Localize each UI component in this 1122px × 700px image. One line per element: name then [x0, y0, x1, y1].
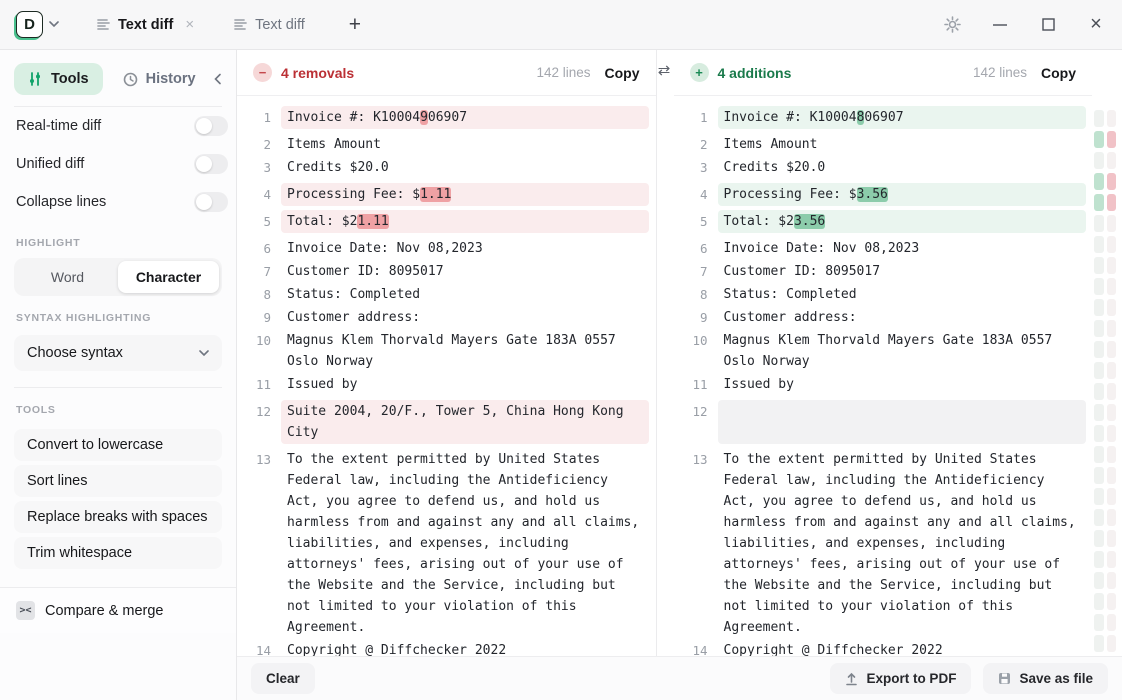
- highlight-section-label: HIGHLIGHT: [16, 237, 81, 249]
- line-number: 14: [255, 643, 271, 656]
- empty-placeholder-line: [718, 400, 1086, 444]
- diff-line: [245, 106, 656, 129]
- minimap-left-pill: [1094, 299, 1104, 316]
- clear-button[interactable]: Clear: [251, 663, 315, 694]
- minimap-segment: [1094, 530, 1116, 547]
- line-number: 2: [699, 137, 708, 152]
- diff-line: [682, 156, 1093, 179]
- titlebar: [0, 0, 1122, 50]
- minimap-right-pill: [1107, 572, 1117, 589]
- line-number: 9: [699, 310, 708, 325]
- right-pane-header: [674, 50, 1093, 96]
- line-number: 11: [692, 377, 708, 392]
- toggle-switch-collapse-lines[interactable]: [194, 192, 228, 212]
- diff-line-content: To the extent permitted by United States Federal law, including the Antideficiency Act, you agree to defend us, and hold us harmless from and against any and all claims, liabilities, and expenses, including attorneys' fees, arising out of your use of the Website and the Service, including but not limited to your violation of this Agreement.: [287, 452, 648, 635]
- diff-line-content: Processing Fee: $1.11: [281, 183, 649, 206]
- toggle-label: Collapse lines: [16, 194, 107, 210]
- diff-line: [682, 237, 1093, 260]
- diff-line-content: Magnus Klem Thorvald Mayers Gate 183A 0557 Oslo Norway: [287, 333, 624, 369]
- diff-line-content: Issued by: [723, 377, 794, 392]
- line-number: 8: [699, 287, 708, 302]
- toggle-switch-real-time-diff[interactable]: [194, 116, 228, 136]
- syntax-section-label: SYNTAX HIGHLIGHTING: [16, 312, 152, 324]
- additions-badge-icon: +: [690, 63, 709, 82]
- diff-line: [245, 639, 656, 656]
- minimap-left-pill: [1094, 614, 1104, 631]
- diff-line: [245, 183, 656, 206]
- diff-line-content: Suite 2004, 20/F., Tower 5, China Hong Kong City: [281, 400, 649, 444]
- minimap-right-pill: [1107, 236, 1117, 253]
- line-number: 6: [263, 241, 271, 256]
- minimap-segment: [1094, 278, 1116, 295]
- diff-line: [245, 210, 656, 233]
- diff-line: [682, 106, 1093, 129]
- diff-line: [245, 448, 656, 639]
- char-highlight: 1.11: [357, 214, 389, 229]
- line-number: 9: [263, 310, 271, 325]
- diff-line-content: Total: $21.11: [281, 210, 649, 233]
- line-number: 7: [699, 264, 708, 279]
- removals-badge-icon: −: [253, 63, 272, 82]
- minimap-segment: [1094, 110, 1116, 127]
- diff-area: [237, 50, 1122, 656]
- tool-button-trim-whitespace[interactable]: Trim whitespace: [14, 537, 222, 569]
- minimap-left-pill: [1094, 635, 1104, 652]
- chevron-down-icon: [199, 350, 209, 357]
- footer-toolbar: [237, 656, 1122, 700]
- diff-line: [682, 400, 1093, 444]
- tool-button-sort-lines[interactable]: Sort lines: [14, 465, 222, 497]
- line-number: 1: [263, 110, 271, 125]
- line-number: 11: [255, 377, 271, 392]
- save-floppy-icon: [998, 672, 1011, 685]
- line-number: 14: [692, 643, 708, 656]
- minimap-right-pill: [1107, 320, 1117, 337]
- diff-line: [682, 283, 1093, 306]
- minimap-left-pill: [1094, 572, 1104, 589]
- save-as-file-label: Save as file: [1019, 671, 1093, 686]
- tab-text-diff-2[interactable]: [234, 17, 305, 33]
- minimap-left-pill: [1094, 131, 1104, 148]
- highlight-segmented-control: [14, 258, 222, 296]
- right-copy-button[interactable]: Copy: [1041, 64, 1076, 81]
- diff-line-content: Invoice Date: Nov 08,2023: [287, 241, 483, 256]
- diff-line: [245, 306, 656, 329]
- maximize-button[interactable]: [1038, 15, 1058, 35]
- sidebar-toggles: [0, 107, 236, 221]
- minimap-left-pill: [1094, 341, 1104, 358]
- minimap-left-pill: [1094, 488, 1104, 505]
- diff-line: [245, 400, 656, 444]
- minimap-right-pill: [1107, 509, 1117, 526]
- sidebar: [0, 50, 237, 700]
- minimap-right-pill: [1107, 152, 1117, 169]
- diff-line-content: Items Amount: [287, 137, 381, 152]
- diff-line-content: Customer ID: 8095017: [723, 264, 881, 279]
- minimap-right-pill: [1107, 194, 1117, 211]
- compare-merge-label: Compare & merge: [45, 602, 164, 619]
- minimap-segment: [1094, 362, 1116, 379]
- minimap-left-pill: [1094, 110, 1104, 127]
- line-number: 5: [263, 214, 271, 229]
- app-menu[interactable]: [16, 11, 59, 38]
- line-number: 6: [699, 241, 708, 256]
- minimap-segment: [1094, 131, 1116, 148]
- minimap-left-pill: [1094, 278, 1104, 295]
- tab-close-icon[interactable]: ×: [185, 16, 195, 33]
- line-number: 12: [255, 404, 271, 419]
- diff-line: [682, 639, 1093, 656]
- minimap-left-pill: [1094, 362, 1104, 379]
- minimap-segment: [1094, 341, 1116, 358]
- export-pdf-label: Export to PDF: [866, 671, 957, 686]
- minimap-left-pill: [1094, 509, 1104, 526]
- minimap-left-pill: [1094, 593, 1104, 610]
- minimap-left-pill: [1094, 383, 1104, 400]
- tab-tools[interactable]: [14, 63, 103, 95]
- line-number: 8: [263, 287, 271, 302]
- minimap-left-pill: [1094, 173, 1104, 190]
- minimap-left-pill: [1094, 194, 1104, 211]
- diff-line-content: To the extent permitted by United States Federal law, including the Antideficiency Act, you agree to defend us, and hold us harmless from and against any and all claims, liabilities, and expenses, including attorneys' fees, arising out of your use of the Website and the Service, including but not limited to your violation of this Agreement.: [723, 452, 1084, 635]
- diff-line-content: Credits $20.0: [287, 160, 389, 175]
- diff-line: [682, 260, 1093, 283]
- toggle-row-unified-diff: [0, 145, 236, 183]
- diff-line-content: Processing Fee: $3.56: [718, 183, 1086, 206]
- minimap-right-pill: [1107, 404, 1117, 421]
- line-number: 13: [692, 452, 708, 467]
- settings-gear-icon[interactable]: [942, 15, 962, 35]
- new-tab-button[interactable]: +: [348, 12, 362, 36]
- minimap-left-pill: [1094, 320, 1104, 337]
- minimap-segment: [1094, 488, 1116, 505]
- diff-line: [682, 306, 1093, 329]
- diff-line-content: Customer ID: 8095017: [287, 264, 444, 279]
- minimap-right-pill: [1107, 551, 1117, 568]
- diff-line: [682, 210, 1093, 233]
- diff-line: [245, 237, 656, 260]
- minimap-right-pill: [1107, 299, 1117, 316]
- minimap-right-pill: [1107, 131, 1117, 148]
- minimap-right-pill: [1107, 278, 1117, 295]
- toggle-row-real-time-diff: [0, 107, 236, 145]
- diff-line-content: Copyright @ Diffchecker 2022: [287, 643, 507, 656]
- minimap-segment: [1094, 509, 1116, 526]
- minimap-left-pill: [1094, 236, 1104, 253]
- collapse-sidebar-button[interactable]: [214, 73, 222, 85]
- diff-line: [245, 260, 656, 283]
- minimap-right-pill: [1107, 110, 1117, 127]
- swap-sides-icon[interactable]: ⇄: [657, 62, 671, 79]
- diff-line: [682, 373, 1093, 396]
- minimap-right-pill: [1107, 425, 1117, 442]
- minimap-left-pill: [1094, 446, 1104, 463]
- minimap-left-pill: [1094, 530, 1104, 547]
- export-pdf-button[interactable]: [830, 663, 971, 694]
- left-pane-header: [237, 50, 656, 96]
- additions-summary: 4 additions: [717, 64, 792, 81]
- history-clock-icon: [123, 72, 138, 87]
- minimap-segment: [1094, 299, 1116, 316]
- char-highlight: 1.11: [420, 187, 452, 202]
- line-number: 7: [263, 264, 271, 279]
- line-number: 4: [699, 187, 708, 202]
- compare-merge-button[interactable]: [0, 587, 236, 633]
- toggle-row-collapse-lines: [0, 183, 236, 221]
- minimap-segment: [1094, 320, 1116, 337]
- toggle-knob: [196, 118, 212, 134]
- diff-pane-right: [674, 50, 1093, 656]
- line-number: 5: [699, 214, 708, 229]
- diff-line-content: Status: Completed: [287, 287, 421, 302]
- minimap-segment: [1094, 593, 1116, 610]
- minimap-left-pill: [1094, 467, 1104, 484]
- minimap-left-pill: [1094, 152, 1104, 169]
- app-logo: D: [16, 11, 43, 38]
- diff-line-content: Issued by: [287, 377, 358, 392]
- line-number: 13: [255, 452, 271, 467]
- right-pane-body[interactable]: [674, 96, 1093, 656]
- line-number: 4: [263, 187, 271, 202]
- diff-line-content: Invoice Date: Nov 08,2023: [723, 241, 920, 256]
- left-lines-count: 142 lines: [536, 65, 591, 80]
- diff-line: [682, 448, 1093, 639]
- diff-line: [245, 283, 656, 306]
- minimap-right-pill: [1107, 383, 1117, 400]
- chevron-down-icon: [49, 21, 59, 28]
- minimap-segment: [1094, 635, 1116, 652]
- line-number: 12: [692, 404, 708, 419]
- diff-document-icon: [234, 18, 247, 31]
- char-highlight: 3.56: [856, 187, 888, 202]
- minimap-segment: [1094, 215, 1116, 232]
- line-number: 3: [263, 160, 271, 175]
- diff-line-content: Customer address:: [287, 310, 421, 325]
- minimap-segment: [1094, 173, 1116, 190]
- left-copy-button[interactable]: Copy: [604, 64, 640, 81]
- minimap-segment: [1094, 236, 1116, 253]
- diff-line: [245, 373, 656, 396]
- diff-pane-left: [237, 50, 656, 656]
- minimap-left-pill: [1094, 551, 1104, 568]
- diff-line-content: Status: Completed: [723, 287, 857, 302]
- diff-line: [682, 329, 1093, 373]
- minimap-right-pill: [1107, 362, 1117, 379]
- minimap-right-pill: [1107, 635, 1117, 652]
- minimap-right-pill: [1107, 593, 1117, 610]
- save-as-file-button[interactable]: [983, 663, 1108, 694]
- minimap-segment: [1094, 404, 1116, 421]
- history-label: History: [145, 71, 196, 87]
- minimap-left-pill: [1094, 404, 1104, 421]
- minimap-segment: [1094, 152, 1116, 169]
- minimap-right-pill: [1107, 530, 1117, 547]
- minimize-button[interactable]: [990, 15, 1010, 35]
- diff-line: [245, 156, 656, 179]
- minimap-segment: [1094, 194, 1116, 211]
- minimap-left-pill: [1094, 257, 1104, 274]
- minimap-segment: [1094, 614, 1116, 631]
- export-up-arrow-icon: [845, 672, 858, 686]
- minimap-right-pill: [1107, 614, 1117, 631]
- line-number: 10: [255, 333, 271, 348]
- diff-line-content: Credits $20.0: [723, 160, 826, 175]
- diff-line-content: Items Amount: [723, 137, 818, 152]
- toggle-label: Real-time diff: [16, 118, 102, 134]
- left-pane-body[interactable]: [237, 96, 656, 656]
- minimap-right-pill: [1107, 173, 1117, 190]
- minimap-left-pill: [1094, 425, 1104, 442]
- diff-line-content: Customer address:: [723, 310, 857, 325]
- highlight-option-word[interactable]: Word: [50, 269, 85, 285]
- minimap-segment: [1094, 467, 1116, 484]
- removals-summary: 4 removals: [281, 64, 355, 81]
- diff-line-content: Copyright @ Diffchecker 2022: [723, 643, 943, 656]
- line-number: 10: [692, 333, 708, 348]
- minimap-segment: [1094, 572, 1116, 589]
- minimap-segment: [1094, 446, 1116, 463]
- tool-button-replace-breaks-with-spaces[interactable]: Replace breaks with spaces: [14, 501, 222, 533]
- sliders-icon: [28, 72, 42, 86]
- sidebar-tool-buttons: [0, 425, 236, 573]
- diff-line-content: Invoice #: K10004806907: [718, 106, 1086, 129]
- tab-label: Text diff: [118, 16, 174, 33]
- toggle-label: Unified diff: [16, 156, 85, 172]
- char-highlight: 3.56: [793, 214, 826, 229]
- diff-minimap[interactable]: [1092, 50, 1122, 656]
- minimap-segment: [1094, 425, 1116, 442]
- tools-label: Tools: [51, 71, 89, 87]
- close-button[interactable]: ×: [1090, 13, 1102, 35]
- minimap-segment: [1094, 257, 1116, 274]
- diff-document-icon: [97, 18, 110, 31]
- tab-text-diff-1[interactable]: [97, 16, 194, 33]
- diff-line: [682, 133, 1093, 156]
- toggle-knob: [196, 194, 212, 210]
- choose-syntax-dropdown[interactable]: [14, 335, 222, 371]
- tab-history[interactable]: [123, 71, 196, 87]
- diff-line: [682, 183, 1093, 206]
- toggle-knob: [196, 156, 212, 172]
- minimap-right-pill: [1107, 467, 1117, 484]
- compare-merge-icon: ><: [16, 601, 35, 620]
- tools-section-label: TOOLS: [16, 404, 56, 416]
- pane-divider: [656, 50, 674, 656]
- minimap-right-pill: [1107, 341, 1117, 358]
- tab-label: Text diff: [255, 16, 305, 33]
- char-highlight: 8: [856, 110, 865, 125]
- diff-line-content: Magnus Klem Thorvald Mayers Gate 183A 0557 Oslo Norway: [723, 333, 1061, 369]
- highlight-option-character[interactable]: Character: [118, 261, 219, 293]
- minimap-right-pill: [1107, 488, 1117, 505]
- line-number: 3: [699, 160, 708, 175]
- toggle-switch-unified-diff[interactable]: [194, 154, 228, 174]
- diff-line: [245, 133, 656, 156]
- tool-button-convert-to-lowercase[interactable]: Convert to lowercase: [14, 429, 222, 461]
- minimap-segment: [1094, 383, 1116, 400]
- char-highlight: 9: [420, 110, 428, 125]
- minimap-right-pill: [1107, 257, 1117, 274]
- minimap-left-pill: [1094, 215, 1104, 232]
- minimap-right-pill: [1107, 446, 1117, 463]
- diff-line-content: Invoice #: K10004906907: [281, 106, 649, 129]
- choose-syntax-value: Choose syntax: [27, 345, 123, 361]
- line-number: 2: [263, 137, 271, 152]
- minimap-segment: [1094, 551, 1116, 568]
- diff-line-content: Total: $23.56: [718, 210, 1086, 233]
- minimap-right-pill: [1107, 215, 1117, 232]
- line-number: 1: [699, 110, 708, 125]
- right-lines-count: 142 lines: [972, 65, 1027, 80]
- diff-line: [245, 329, 656, 373]
